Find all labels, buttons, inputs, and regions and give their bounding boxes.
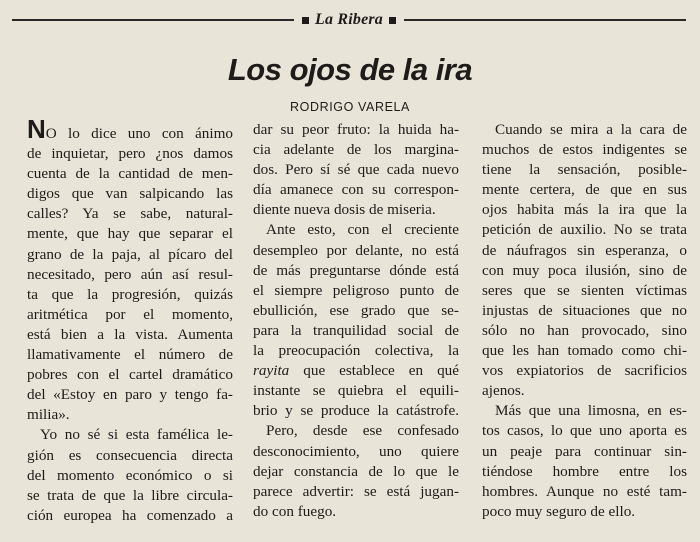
text-line: instante se quiebra el equili- xyxy=(253,382,459,400)
italic-word: rayita xyxy=(253,362,290,380)
text-line: milia». xyxy=(27,406,70,424)
drop-cap: N xyxy=(27,114,46,144)
text-line: parece advertir: se está jugan- xyxy=(253,482,459,500)
text-line: rayita que establece en qué xyxy=(253,362,459,380)
text-line: de inquietar, pero ¿nos damos xyxy=(27,145,233,163)
paragraph xyxy=(253,220,459,521)
text-line: Más que una limosna, en es- xyxy=(495,402,687,420)
text-line: el siempre peligroso punto de xyxy=(253,281,459,299)
text-line: diente nueva dosis de miseria. xyxy=(253,201,436,219)
text-line: de náufragos sin esperanza, o xyxy=(482,241,687,259)
text-line: Pero, desde ese confesado xyxy=(266,422,459,440)
text-line: cuenta de la cantidad de men- xyxy=(27,165,233,183)
header-rule-right xyxy=(404,19,686,21)
text-line: con muy poca ilusión, sino de xyxy=(482,261,687,279)
text-line: la preocupación colectiva, la xyxy=(253,342,459,360)
text-line: brio y se produce la catástrofe. xyxy=(253,402,459,420)
square-bullet-icon xyxy=(302,17,309,24)
text-line: desconocimiento, uno quiere xyxy=(253,442,459,460)
paragraph xyxy=(482,120,687,401)
article-byline: RODRIGO VARELA xyxy=(290,100,410,114)
paragraph xyxy=(27,114,233,425)
text-line: de más preguntarse dónde está xyxy=(253,261,459,279)
text-line: está bien a la vista. Aumenta xyxy=(27,325,233,343)
paragraph xyxy=(482,401,687,522)
text-line: poco muy seguro de ello. xyxy=(482,502,636,520)
text-line: seres que se sienten víctimas xyxy=(482,281,687,299)
text-line: digos que van salpicando las xyxy=(27,185,233,203)
text-line: Yo no sé si esta famélica le- xyxy=(40,426,233,444)
section-name: La Ribera xyxy=(314,11,384,28)
text-line: ta que la progresión, quizás xyxy=(27,285,233,303)
text-line: Ante esto, con el creciente xyxy=(266,221,459,239)
article-column-3 xyxy=(482,120,687,522)
text-line: del «Estoy en paro y tengo fa- xyxy=(27,386,233,404)
text-line: tiene la sensación, posible- xyxy=(482,161,687,179)
text-line: necesitado, pero aún así resul- xyxy=(27,265,233,283)
text-line: del momento económico o si xyxy=(27,466,233,484)
text-line: mente certera, de que en sus xyxy=(482,181,687,199)
text-line: un peaje para continuar sin- xyxy=(482,442,687,460)
text-line: se trata de que la libre circula- xyxy=(27,486,233,504)
text-line: ojos habita más la ira que la xyxy=(482,201,687,219)
text-line: para la tranquilidad social de xyxy=(253,321,459,339)
text-line: desempleo por delante, no está xyxy=(253,241,459,259)
article-title: Los ojos de la ira xyxy=(227,52,473,87)
text-line: dejar constancia de lo que le xyxy=(253,462,459,480)
text-line: muchos de estos indigentes se xyxy=(482,141,687,159)
text-line: pobres con el cartel dramático xyxy=(27,366,233,384)
text-line: sólo no han provocado, sino xyxy=(482,321,687,339)
text-line: ajenos. xyxy=(482,382,525,400)
paragraph xyxy=(27,425,233,525)
text-line: gión es consecuencia directa xyxy=(27,446,233,464)
text-line: ción europea ha comenzado a xyxy=(27,506,233,524)
text-line: dos. Pero sí sé que cada nuevo xyxy=(253,161,459,179)
text-line: calles? Ya se sabe, natural- xyxy=(27,205,233,223)
text-line: NO lo dice uno con ánimo xyxy=(27,114,233,144)
text-line: cia adelante de los margina- xyxy=(253,141,459,159)
text-line: llamativamente el número de xyxy=(27,346,233,364)
text-line: tiéndose hombre entre los xyxy=(482,462,687,480)
header-rule-left xyxy=(12,19,294,21)
text-line: día amanece con su correspon- xyxy=(253,181,459,199)
text-line: mente, que hay que separar el xyxy=(27,225,233,243)
section-label xyxy=(294,11,404,29)
article-column-2 xyxy=(253,120,459,522)
paragraph xyxy=(253,120,459,220)
text-line: ebullición, ese grado que se- xyxy=(253,301,459,319)
square-bullet-icon xyxy=(389,17,396,24)
text-line: hombres. Aunque no esté tam- xyxy=(482,482,687,500)
article-column-1 xyxy=(27,114,233,526)
text-line: grano de la paja, al pícaro del xyxy=(27,245,233,263)
text-line: petición de auxilio. No se trata xyxy=(482,221,687,239)
text-line: aritmética por el momento, xyxy=(27,305,233,323)
text-line: Cuando se mira a la cara de xyxy=(495,121,687,138)
text-line: tos casos, lo que uno aporta es xyxy=(482,422,687,440)
text-line: dar su peor fruto: la huida ha- xyxy=(253,121,459,138)
section-header xyxy=(12,10,686,30)
text-line: vos expiatorios de sacrificios xyxy=(482,362,687,380)
text-line: injustas de situaciones que no xyxy=(482,301,687,319)
text-line: que les han tomado como chi- xyxy=(482,342,687,360)
text-line: do con fuego. xyxy=(253,502,337,520)
